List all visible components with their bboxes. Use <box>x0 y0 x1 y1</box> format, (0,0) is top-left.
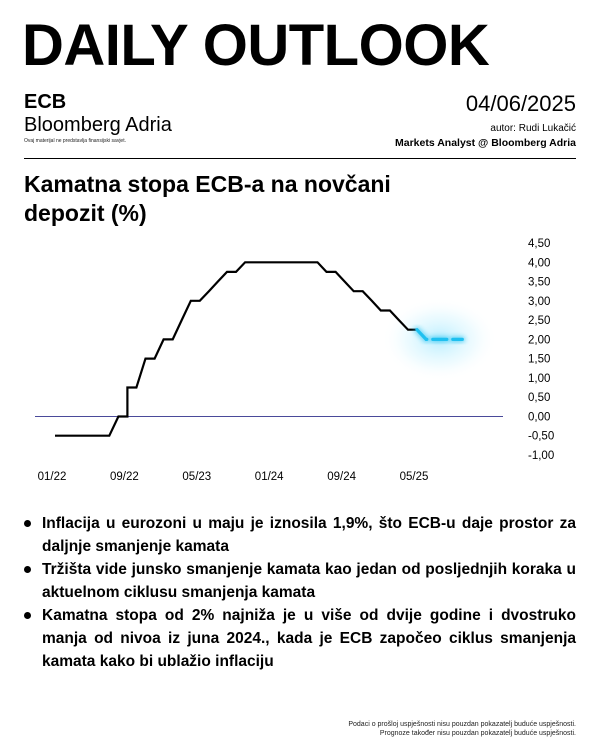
y-tick-label: -0,50 <box>528 430 555 443</box>
y-tick-label: 1,50 <box>528 353 551 366</box>
brand-code: ECB <box>24 91 67 113</box>
y-tick-label: 1,00 <box>528 372 551 385</box>
masthead-title: DAILY OUTLOOK <box>22 13 490 78</box>
y-tick-label: 2,50 <box>528 315 551 328</box>
x-tick-label: 09/22 <box>110 471 139 483</box>
footer-disclaimer <box>348 720 576 738</box>
bullet-item <box>24 604 576 673</box>
y-tick-label: 4,00 <box>528 257 551 270</box>
x-tick-label: 01/22 <box>37 471 67 483</box>
footer-line: Prognoze također nisu pouzdan pokazatelj buduće uspješnosti. <box>379 730 576 737</box>
y-tick-label: -1,00 <box>528 450 555 462</box>
disclaimer-note: Ovaj materijal ne predstavlja finansijski savjet. <box>24 138 126 144</box>
rate-chart <box>0 230 600 500</box>
x-tick-label: 01/24 <box>254 471 284 483</box>
y-tick-label: 3,00 <box>528 295 551 308</box>
bullet-item <box>24 512 576 558</box>
y-tick-label: 3,50 <box>528 276 551 289</box>
bullet-list <box>24 512 576 673</box>
y-tick-label: 2,00 <box>528 334 551 347</box>
bullet-text: Kamatna stopa od 2% najniža je u više od dvije godine i dvostruko manja od nivoa iz juna 2024., kada je ECB započeo ciklus smanjenja kamata kako bi ublažio inflaciju <box>42 607 576 670</box>
x-tick-label: 05/25 <box>399 471 429 483</box>
x-tick-label: 05/23 <box>182 471 212 483</box>
brand-name: Bloomberg Adria <box>24 114 172 136</box>
x-tick-label: 09/24 <box>327 471 356 483</box>
bullet-item <box>24 558 576 604</box>
y-tick-label: 0,50 <box>528 392 551 405</box>
y-tick-label: 4,50 <box>528 238 551 250</box>
bullet-dot <box>24 612 31 619</box>
deposit-rate-line <box>55 262 417 435</box>
divider <box>24 158 576 159</box>
chart-title: Kamatna stopa ECB-a na novčani depozit (%) <box>24 171 391 226</box>
publication-date: 04/06/2025 <box>465 91 576 116</box>
bullet-dot <box>24 520 31 527</box>
y-tick-label: 0,00 <box>528 411 551 424</box>
footer-line: Podaci o prošloj uspješnosti nisu pouzdan pokazatelj buduće uspješnosti. <box>348 721 576 728</box>
bullet-dot <box>24 566 31 573</box>
author-line: autor: Rudi Lukačić <box>490 123 576 134</box>
author-role: Markets Analyst @ Bloomberg Adria <box>394 137 576 149</box>
bullet-text: Inflacija u eurozoni u maju je iznosila 1,9%, što ECB-u daje prostor za daljnje smanjenje kamata <box>42 515 576 555</box>
bullet-text: Tržišta vide junsko smanjenje kamata kao jedan od posljednjih koraka u aktuelnom ciklusu smanjenja kamata <box>42 561 576 601</box>
